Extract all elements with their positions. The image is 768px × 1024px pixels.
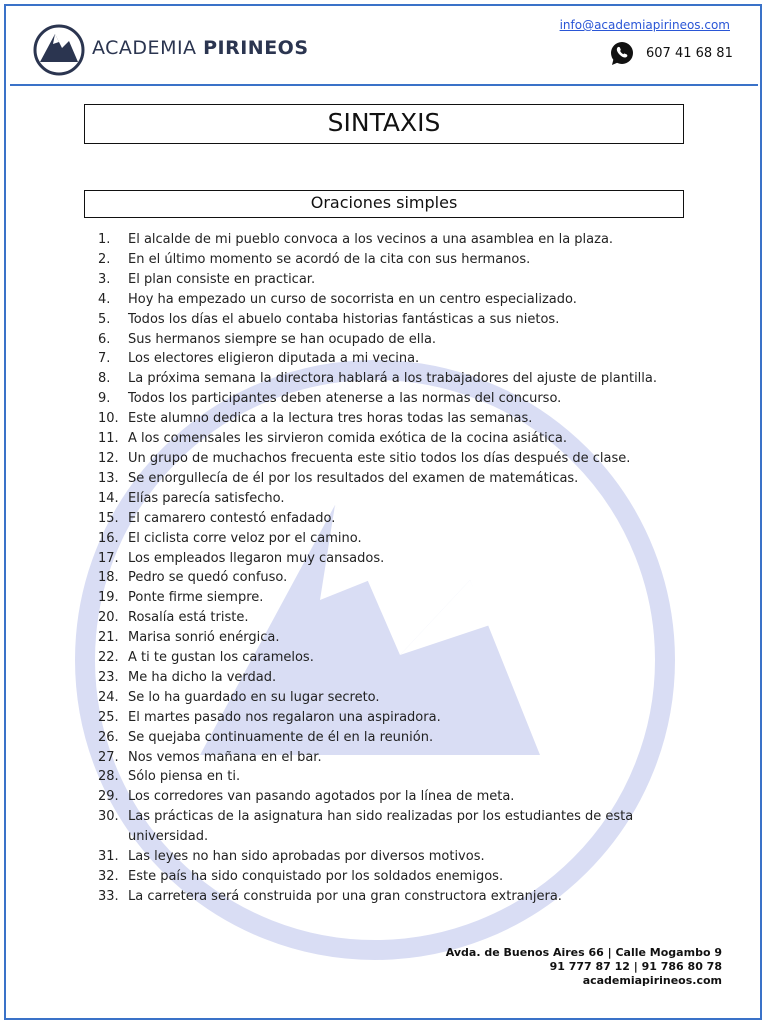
list-item bbox=[98, 310, 678, 330]
list-item bbox=[98, 429, 678, 449]
list-item bbox=[98, 489, 678, 509]
footer-line-2: 91 777 87 12 | 91 786 80 78 bbox=[549, 960, 722, 973]
list-item bbox=[98, 668, 678, 688]
list-item-text: Me ha dicho la verdad. bbox=[128, 669, 277, 685]
sentence-list bbox=[98, 230, 678, 907]
list-item bbox=[98, 349, 678, 369]
brand-name: ACADEMIA PIRINEOS bbox=[92, 37, 309, 59]
list-item-text: Todos los participantes deben atenerse a las normas del concurso. bbox=[128, 391, 562, 407]
page-title: SINTAXIS bbox=[84, 104, 684, 144]
list-item-text: A ti te gustan los caramelos. bbox=[128, 650, 314, 666]
section-subtitle: Oraciones simples bbox=[84, 190, 684, 218]
phone-number: 607 41 68 81 bbox=[646, 46, 733, 61]
list-item bbox=[98, 529, 678, 549]
list-item-text: La próxima semana la directora hablará a los trabajadores del ajuste de plantilla. bbox=[128, 371, 658, 387]
list-item bbox=[98, 369, 678, 389]
list-item bbox=[98, 509, 678, 529]
list-item-text: Se enorgullecía de él por los resultados del examen de matemáticas. bbox=[128, 470, 579, 486]
list-item-text: Un grupo de muchachos frecuenta este sitio todos los días después de clase. bbox=[128, 450, 631, 466]
list-item-text: El plan consiste en practicar. bbox=[128, 271, 316, 287]
list-item-number: 24. bbox=[98, 689, 119, 705]
list-item-number: 29. bbox=[98, 789, 119, 805]
list-item-number: 11. bbox=[98, 431, 119, 447]
list-item-number: 27. bbox=[98, 749, 119, 765]
list-item-text: Se lo ha guardado en su lugar secreto. bbox=[128, 689, 380, 705]
list-item-number: 14. bbox=[98, 490, 119, 506]
list-item bbox=[98, 409, 678, 429]
list-item-text: Los corredores van pasando agotados por la línea de meta. bbox=[128, 789, 515, 805]
list-item bbox=[98, 270, 678, 290]
list-item-text: Todos los días el abuelo contaba historias fantásticas a sus nietos. bbox=[128, 311, 560, 327]
list-item-number: 15. bbox=[98, 510, 119, 526]
list-item bbox=[98, 568, 678, 588]
list-item-text: Elías parecía satisfecho. bbox=[128, 490, 285, 506]
list-item bbox=[98, 290, 678, 310]
list-item-number: 32. bbox=[98, 869, 119, 884]
list-item bbox=[98, 608, 678, 628]
list-item bbox=[98, 449, 678, 469]
list-item bbox=[98, 767, 678, 787]
list-item-text: Las prácticas de la asignatura han sido realizadas por los estudiantes de esta universidad. bbox=[128, 809, 634, 845]
list-item-text: En el último momento se acordó de la cita con sus hermanos. bbox=[128, 251, 531, 267]
list-item-number: 28. bbox=[98, 769, 119, 785]
list-item-text: Las leyes no han sido aprobadas por diversos motivos. bbox=[128, 849, 485, 865]
footer-line-3: academiapirineos.com bbox=[582, 974, 722, 987]
list-item-text: Los electores eligieron diputada a mi vecina. bbox=[128, 351, 420, 367]
list-item bbox=[98, 549, 678, 569]
list-item-text: El ciclista corre veloz por el camino. bbox=[128, 530, 362, 546]
list-item-number: 12. bbox=[98, 450, 119, 466]
list-item-text: La carretera será construida por una gran constructora extranjera. bbox=[128, 888, 562, 904]
list-item-number: 13. bbox=[98, 470, 119, 486]
list-item-text: Rosalía está triste. bbox=[128, 610, 249, 626]
list-item-number: 7. bbox=[98, 351, 111, 367]
list-item bbox=[98, 469, 678, 489]
whatsapp-icon bbox=[608, 39, 636, 67]
list-item-text: Este país ha sido conquistado por los soldados enemigos. bbox=[128, 869, 504, 884]
list-item-text: El martes pasado nos regalaron una aspiradora. bbox=[128, 709, 441, 725]
footer-address bbox=[446, 946, 722, 988]
email-link[interactable]: info@academiapirineos.com bbox=[559, 18, 730, 32]
list-item-number: 17. bbox=[98, 550, 119, 566]
list-item-text: Sus hermanos siempre se han ocupado de ella. bbox=[128, 331, 437, 347]
list-item-number: 4. bbox=[98, 291, 111, 307]
list-item-number: 1. bbox=[98, 232, 111, 247]
list-item bbox=[98, 648, 678, 668]
list-item-number: 20. bbox=[98, 610, 119, 626]
list-item-text: Nos vemos mañana en el bar. bbox=[128, 749, 322, 765]
list-item bbox=[98, 748, 678, 768]
list-item bbox=[98, 330, 678, 350]
list-item-number: 8. bbox=[98, 371, 111, 387]
list-item-text: Sólo piensa en ti. bbox=[128, 769, 241, 785]
list-item-text: El alcalde de mi pueblo convoca a los vecinos a una asamblea en la plaza. bbox=[128, 232, 614, 247]
list-item-number: 30. bbox=[98, 809, 119, 825]
list-item-number: 23. bbox=[98, 669, 119, 685]
list-item-number: 33. bbox=[98, 888, 119, 904]
list-item-number: 19. bbox=[98, 590, 119, 606]
list-item-text: Este alumno dedica a la lectura tres horas todas las semanas. bbox=[128, 411, 533, 427]
list-item bbox=[98, 787, 678, 807]
list-item-number: 5. bbox=[98, 311, 111, 327]
list-item bbox=[98, 807, 678, 847]
list-item bbox=[98, 887, 678, 907]
list-item-number: 9. bbox=[98, 391, 111, 407]
list-item bbox=[98, 688, 678, 708]
list-item-text: A los comensales les sirvieron comida exótica de la cocina asiática. bbox=[128, 431, 567, 447]
list-item-text: Pedro se quedó confuso. bbox=[128, 570, 288, 586]
list-item-text: Ponte firme siempre. bbox=[128, 590, 264, 606]
list-item-number: 10. bbox=[98, 411, 119, 427]
list-item-number: 18. bbox=[98, 570, 119, 586]
list-item-number: 25. bbox=[98, 709, 119, 725]
list-item bbox=[98, 708, 678, 728]
header-rule bbox=[10, 84, 758, 86]
list-item bbox=[98, 389, 678, 409]
list-item-text: Se quejaba continuamente de él en la reunión. bbox=[128, 729, 434, 745]
footer-line-1: Avda. de Buenos Aires 66 | Calle Mogambo 9 bbox=[445, 946, 722, 959]
list-item bbox=[98, 588, 678, 608]
list-item bbox=[98, 250, 678, 270]
mountain-logo bbox=[31, 24, 87, 76]
list-item bbox=[98, 628, 678, 648]
list-item bbox=[98, 230, 678, 250]
list-item-number: 22. bbox=[98, 650, 119, 666]
list-item-number: 16. bbox=[98, 530, 119, 546]
list-item-text: Los empleados llegaron muy cansados. bbox=[128, 550, 385, 566]
list-item-number: 31. bbox=[98, 849, 119, 865]
list-item bbox=[98, 867, 678, 887]
list-item bbox=[98, 728, 678, 748]
list-item bbox=[98, 847, 678, 867]
list-item-text: Marisa sonrió enérgica. bbox=[128, 630, 280, 646]
list-item-number: 26. bbox=[98, 729, 119, 745]
list-item-number: 3. bbox=[98, 271, 111, 287]
list-item-number: 21. bbox=[98, 630, 119, 646]
list-item-text: Hoy ha empezado un curso de socorrista en un centro especializado. bbox=[128, 291, 577, 307]
list-item-number: 2. bbox=[98, 251, 111, 267]
list-item-number: 6. bbox=[98, 331, 111, 347]
list-item-text: El camarero contestó enfadado. bbox=[128, 510, 336, 526]
